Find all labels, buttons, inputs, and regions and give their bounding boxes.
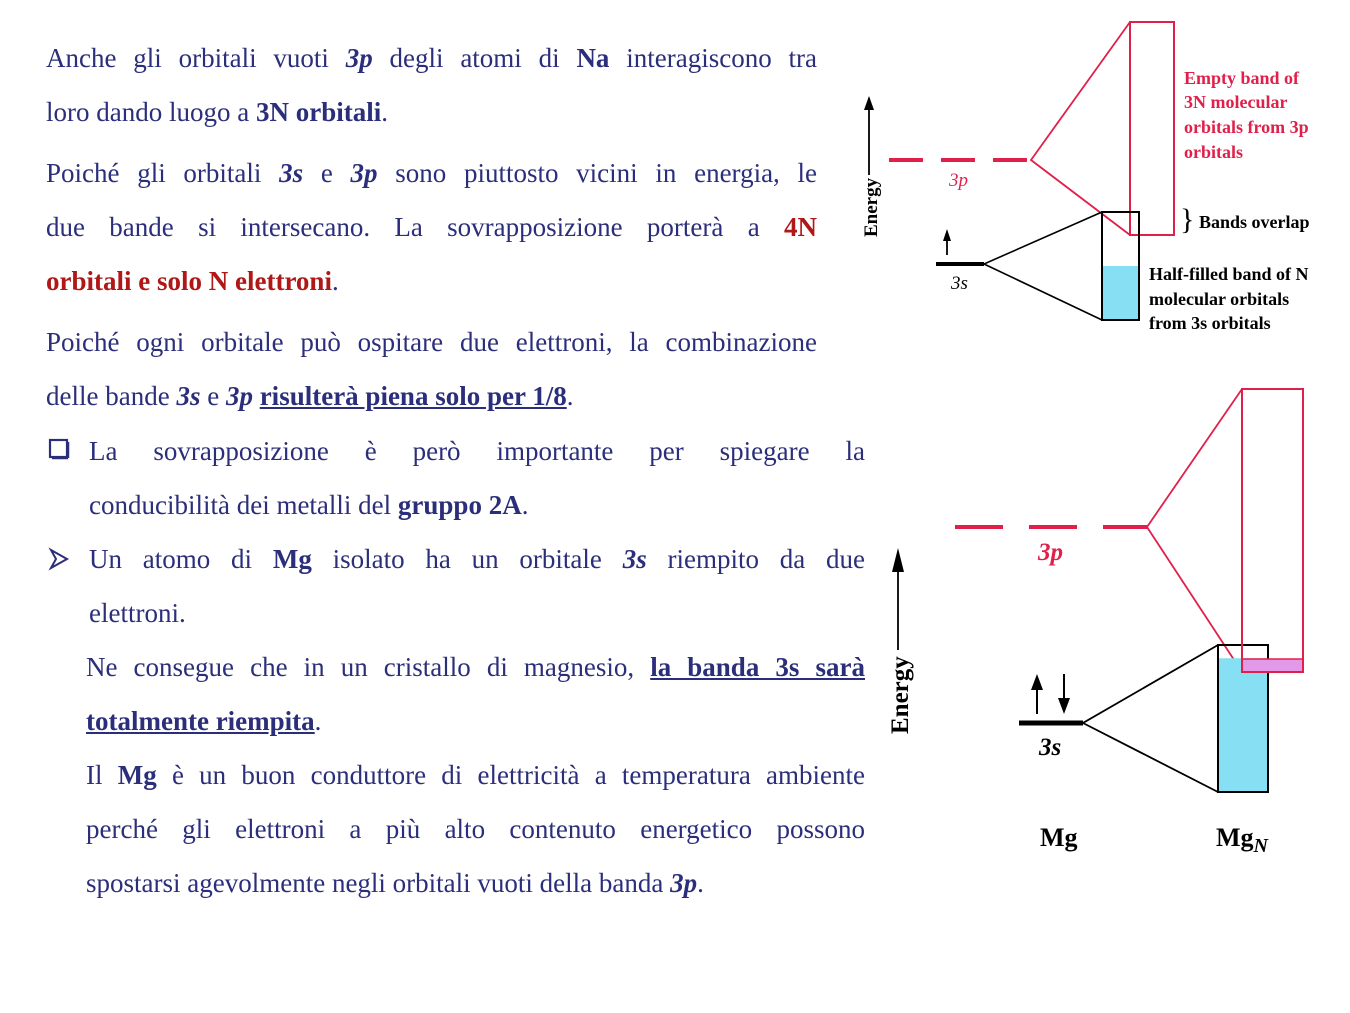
level-3s-label: 3s	[951, 273, 968, 294]
text-line: perché gli elettroni a più alto contenuto energetico possono	[86, 814, 865, 844]
overlap-region	[1242, 659, 1303, 672]
text-line: elettroni.	[89, 598, 186, 628]
text-line: delle bande 3s e 3p risulterà piena solo per 1/8.	[46, 381, 574, 411]
band-3s-fan	[1083, 645, 1218, 792]
text-line: orbitali e solo N elettroni.	[46, 266, 339, 296]
atom-label: Mg	[1040, 823, 1078, 852]
level-3s-label: 3s	[1039, 734, 1062, 761]
energy-label: Energy	[861, 177, 882, 237]
energy-label: Energy	[887, 656, 914, 734]
half-filled-label-line: molecular orbitals	[1149, 289, 1290, 309]
text-line: Il Mg è un buon conduttore di elettricità a temperatura ambiente	[86, 760, 866, 790]
text-line: totalmente riempita.	[86, 706, 322, 736]
electron-down-arrowhead-icon	[1058, 698, 1070, 714]
empty-band-label-line: orbitals	[1184, 142, 1244, 162]
text-line: Anche gli orbitali vuoti 3p degli atomi di Na interagiscono tra	[46, 43, 817, 73]
electron-up-arrowhead-icon	[1031, 674, 1043, 690]
filled-3s-band-fill	[1218, 658, 1268, 792]
text-line: spostarsi agevolmente negli orbitali vuoti della banda 3p.	[86, 868, 704, 898]
half-filled-label-line: Half-filled band of N	[1149, 264, 1309, 284]
text-line: La sovrapposizione è però importante per spiegare la	[89, 436, 865, 466]
text-line: Ne consegue che in un cristallo di magnesio, la banda 3s sarà	[86, 652, 865, 682]
bands-overlap-label: Bands overlap	[1199, 212, 1310, 232]
crystal-label: $Mg_N$	[1216, 823, 1268, 857]
energy-axis-arrowhead-icon	[892, 548, 904, 572]
empty-band-label-line: Empty band of	[1184, 68, 1300, 88]
half-filled-label-line: from 3s orbitals	[1149, 313, 1271, 333]
band-3p-fan	[1147, 389, 1242, 672]
text-line: loro dando luogo a 3N orbitali.	[46, 97, 388, 127]
text-line: due bande si intersecano. La sovrapposizione porterà a 4N	[46, 212, 817, 242]
text-line: Poiché gli orbitali 3s e 3p sono piuttosto vicini in energia, le	[46, 158, 817, 188]
level-3p-label: 3p	[949, 170, 968, 191]
level-3p-label: 3p	[1038, 539, 1063, 566]
text-line: Poiché ogni orbitale può ospitare due elettroni, la combinazione	[46, 327, 817, 357]
empty-band-label-line: orbitals from 3p	[1184, 117, 1309, 137]
text-line: conducibilità dei metalli del gruppo 2A.	[89, 490, 529, 520]
overlap-brace-icon: }	[1180, 203, 1195, 236]
empty-3p-band	[1242, 389, 1303, 672]
text-line: Un atomo di Mg isolato ha un orbitale 3s riempito da due	[89, 544, 865, 574]
empty-band-label-line: 3N molecular	[1184, 92, 1288, 112]
